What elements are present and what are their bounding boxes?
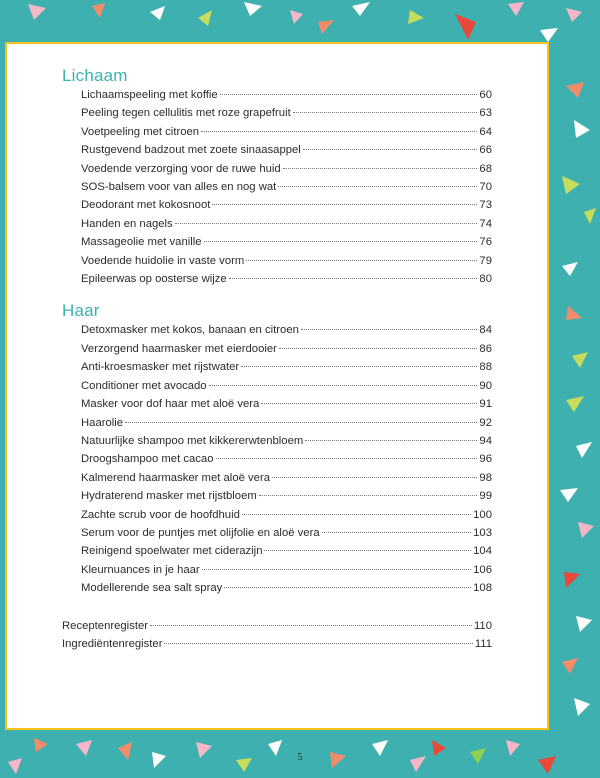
confetti-triangle	[566, 8, 582, 22]
confetti-triangle	[578, 522, 594, 538]
toc-entry[interactable]	[62, 506, 492, 524]
confetti-triangle	[574, 698, 590, 716]
dot-leader	[125, 422, 477, 423]
confetti-triangle	[150, 6, 165, 20]
toc-entry-page: 64	[479, 125, 492, 138]
confetti-triangle	[566, 82, 584, 98]
toc-entry-title: Peeling tegen cellulitis met roze grapefruit	[81, 107, 291, 120]
confetti-triangle	[564, 572, 580, 588]
table-of-contents	[62, 66, 492, 653]
confetti-triangle	[408, 10, 424, 24]
confetti-triangle	[318, 20, 334, 34]
toc-section	[62, 301, 492, 597]
toc-entry[interactable]	[62, 270, 492, 288]
toc-entry-title: Voedende verzorging voor de ruwe huid	[81, 162, 281, 175]
toc-entry-page: 106	[473, 563, 492, 576]
dot-leader	[229, 278, 478, 279]
toc-entry-page: 73	[479, 199, 492, 212]
confetti-triangle	[560, 488, 578, 502]
toc-entry[interactable]	[62, 123, 492, 141]
toc-entry[interactable]	[62, 414, 492, 432]
toc-entry-page: 94	[479, 434, 492, 447]
toc-entry[interactable]	[62, 395, 492, 413]
dot-leader	[204, 241, 478, 242]
toc-entry-title: Zachte scrub voor de hoofdhuid	[81, 508, 240, 521]
toc-entry-page: 76	[479, 236, 492, 249]
toc-entry-title: Serum voor de puntjes met olijfolie en aloë vera	[81, 526, 320, 539]
toc-entry[interactable]	[62, 160, 492, 178]
dot-leader	[150, 625, 472, 626]
toc-entry[interactable]	[62, 215, 492, 233]
dot-leader	[272, 477, 477, 478]
toc-entry-title: Droogshampoo met cacao	[81, 453, 214, 466]
dot-leader	[175, 223, 478, 224]
toc-entry[interactable]	[62, 524, 492, 542]
toc-entry[interactable]	[62, 487, 492, 505]
toc-entry-title: Reinigend spoelwater met ciderazijn	[81, 545, 263, 558]
toc-entry-title: Masker voor dof haar met aloë vera	[81, 398, 260, 411]
toc-entry-title: Epileerwas op oosterse wijze	[81, 273, 227, 286]
toc-entry-page: 79	[479, 254, 492, 267]
section-heading: Haar	[62, 301, 100, 321]
dot-leader	[283, 168, 478, 169]
confetti-triangle	[352, 2, 370, 16]
toc-entry-page: 88	[479, 361, 492, 374]
dot-leader	[224, 587, 471, 588]
toc-entry-page: 90	[479, 379, 492, 392]
registers	[62, 617, 492, 654]
toc-entry-title: Voedende huidolie in vaste vorm	[81, 254, 245, 267]
confetti-triangle	[34, 738, 48, 752]
register-entry[interactable]	[62, 635, 492, 653]
toc-entry[interactable]	[62, 252, 492, 270]
toc-entry[interactable]	[62, 340, 492, 358]
toc-entry-title: Hydraterend masker met rijstbloem	[81, 490, 257, 503]
confetti-triangle	[584, 208, 596, 224]
toc-entry-title: SOS-balsem voor van alles en nog wat	[81, 181, 277, 194]
confetti-triangle	[562, 658, 578, 674]
toc-entry-page: 68	[479, 162, 492, 175]
toc-entry-title: Verzorgend haarmasker met eierdooier	[81, 342, 277, 355]
confetti-triangle	[508, 2, 524, 16]
dot-leader	[164, 643, 472, 644]
register-page: 110	[473, 619, 492, 632]
dot-leader	[322, 532, 472, 533]
toc-entry[interactable]	[62, 178, 492, 196]
toc-entry-page: 92	[479, 416, 492, 429]
dot-leader	[241, 366, 477, 367]
toc-entry-title: Massageolie met vanille	[81, 236, 202, 249]
dot-leader	[212, 204, 477, 205]
toc-entry-title: Handen en nagels	[81, 217, 173, 230]
register-title: Receptenregister	[62, 619, 149, 632]
dot-leader	[278, 186, 477, 187]
toc-entry-page: 66	[479, 144, 492, 157]
toc-entry-page: 99	[479, 490, 492, 503]
toc-entry[interactable]	[62, 561, 492, 579]
toc-entry-page: 103	[473, 526, 492, 539]
toc-entry-title: Anti-kroesmasker met rijstwater	[81, 361, 240, 374]
toc-entry[interactable]	[62, 542, 492, 560]
toc-entry[interactable]	[62, 579, 492, 597]
toc-entry[interactable]	[62, 358, 492, 376]
confetti-triangle	[562, 176, 580, 194]
confetti-triangle	[574, 120, 590, 138]
dot-leader	[293, 112, 478, 113]
dot-leader	[305, 440, 477, 441]
toc-entry-page: 80	[479, 273, 492, 286]
dot-leader	[279, 348, 478, 349]
confetti-triangle	[92, 3, 105, 18]
toc-entry-page: 86	[479, 342, 492, 355]
toc-entry-page: 104	[473, 545, 492, 558]
toc-entry-title: Kalmerend haarmasker met aloë vera	[81, 471, 270, 484]
dot-leader	[264, 550, 471, 551]
toc-entry-title: Modellerende sea salt spray	[81, 582, 223, 595]
confetti-triangle	[198, 10, 212, 26]
dot-leader	[220, 94, 478, 95]
confetti-triangle	[572, 352, 588, 368]
toc-entry[interactable]	[62, 321, 492, 339]
confetti-triangle	[290, 10, 303, 24]
toc-entry-title: Voetpeeling met citroen	[81, 125, 200, 138]
toc-entry[interactable]	[62, 86, 492, 104]
toc-section	[62, 66, 492, 288]
toc-entry-page: 70	[479, 181, 492, 194]
confetti-triangle	[244, 2, 262, 16]
toc-entry-page: 96	[479, 453, 492, 466]
dot-leader	[201, 131, 477, 132]
toc-entry[interactable]	[62, 196, 492, 214]
confetti-triangle	[28, 4, 46, 20]
confetti-triangle	[576, 442, 592, 458]
toc-entry-title: Kleurnuances in je haar	[81, 563, 200, 576]
confetti-triangle	[540, 28, 558, 42]
page-number: 5	[297, 752, 303, 763]
dot-leader	[301, 329, 478, 330]
register-page: 111	[474, 637, 492, 650]
toc-entry-title: Conditioner met avocado	[81, 379, 207, 392]
dot-leader	[216, 458, 478, 459]
toc-entry-page: 98	[479, 471, 492, 484]
toc-entry[interactable]	[62, 377, 492, 395]
toc-entry[interactable]	[62, 141, 492, 159]
toc-entry[interactable]	[62, 432, 492, 450]
toc-entry-title: Rustgevend badzout met zoete sinaasappel	[81, 144, 301, 157]
dot-leader	[209, 385, 478, 386]
dot-leader	[261, 403, 477, 404]
toc-entry[interactable]	[62, 469, 492, 487]
toc-entry-page: 74	[479, 217, 492, 230]
toc-entry-page: 91	[479, 398, 492, 411]
toc-entry-title: Haarolie	[81, 416, 124, 429]
dot-leader	[259, 495, 478, 496]
register-entry[interactable]	[62, 617, 492, 635]
toc-entry-title: Lichaamspeeling met koffie	[81, 89, 218, 101]
confetti-triangle	[566, 396, 584, 412]
register-title: Ingrediëntenregister	[62, 637, 163, 650]
dot-leader	[303, 149, 478, 150]
toc-entry-page: 63	[479, 107, 492, 120]
section-heading: Lichaam	[62, 66, 128, 85]
confetti-triangle	[566, 306, 582, 320]
toc-entry-page: 100	[473, 508, 492, 521]
dot-leader	[246, 260, 477, 261]
toc-entry-page: 60	[479, 89, 492, 101]
toc-entry-page: 84	[479, 324, 492, 337]
toc-entry-title: Natuurlijke shampoo met kikkererwtenbloem	[81, 434, 304, 447]
toc-entry-title: Deodorant met kokosnoot	[81, 199, 211, 212]
toc-entry-page: 108	[473, 582, 492, 595]
toc-entry-title: Detoxmasker met kokos, banaan en citroen	[81, 324, 299, 337]
confetti-triangle	[576, 616, 592, 632]
toc-entry[interactable]	[62, 233, 492, 251]
confetti-triangle	[562, 262, 578, 276]
dot-leader	[242, 514, 471, 515]
confetti-triangle	[455, 14, 476, 40]
toc-entry[interactable]	[62, 104, 492, 122]
dot-leader	[202, 569, 471, 570]
toc-entry[interactable]	[62, 450, 492, 468]
